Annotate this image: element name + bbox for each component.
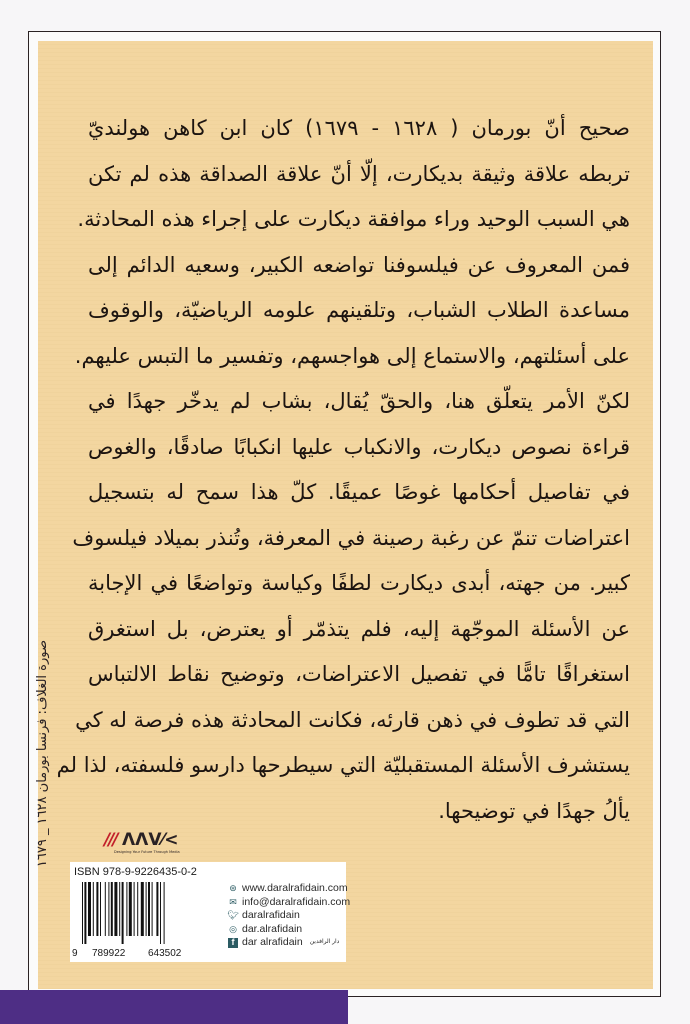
isbn-label: ISBN 978-9-9226435-0-2 bbox=[74, 866, 197, 878]
blurb-line: استغراقًا تامًّا في تفصيل الاعتراضات، وتوضيح نقاط الالتباس bbox=[88, 662, 630, 686]
barcode-digit-lead: 9 bbox=[72, 948, 78, 959]
blurb-line: يألُ جهدًا في توضيحها. bbox=[438, 798, 630, 823]
barcode-bar bbox=[141, 882, 144, 936]
blurb-line: قراءة نصوص ديكارت، والانكباب عليها انكبابًا صادقًا، والغوص bbox=[88, 434, 630, 459]
instagram-icon: ◎ bbox=[229, 923, 237, 934]
barcode-bar bbox=[134, 882, 135, 936]
barcode-bar bbox=[137, 882, 138, 936]
barcode-bar bbox=[156, 882, 158, 936]
barcode-bar bbox=[114, 882, 117, 936]
contact-facebook[interactable] bbox=[228, 936, 350, 950]
blurb-line: لكنّ الأمر يتعلّق هنا، والحقّ يُقال، بشاب لم يدخّر جهدًا في bbox=[88, 389, 630, 413]
blurb-line: تربطه علاقة وثيقة بديكارت، إلّا أنّ علاقة الصداقة هذه لم تكن bbox=[88, 161, 630, 186]
logo-mark-icon: ΛΛV⁄< bbox=[122, 830, 179, 850]
barcode-bar bbox=[152, 882, 153, 936]
barcode-bar bbox=[148, 882, 150, 936]
blurb-line: فمن المعروف عن فيلسوفنا تواضعه الكبير، وسعيه الدائم إلى bbox=[88, 252, 630, 277]
barcode-bar bbox=[119, 882, 120, 936]
blurb-line: عن الأسئلة الموجّهة إليه، فلم يتذمّر أو يعترض، بل استغرق bbox=[88, 616, 630, 641]
barcode-bar bbox=[84, 882, 86, 944]
barcode-bar bbox=[105, 882, 106, 936]
barcode-bar bbox=[122, 882, 124, 944]
isbn-box bbox=[70, 862, 351, 962]
globe-icon: ⊛ bbox=[229, 883, 237, 893]
contact-instagram[interactable] bbox=[228, 923, 350, 937]
facebook-icon: f bbox=[228, 938, 238, 948]
blurb-text bbox=[56, 106, 630, 834]
barcode-bar bbox=[82, 882, 83, 944]
contact-email[interactable] bbox=[228, 896, 350, 910]
barcode-bar bbox=[93, 882, 94, 936]
barcode-digits-right: 643502 bbox=[148, 948, 182, 959]
logo-slashes-icon: /// bbox=[104, 830, 117, 850]
mail-icon: ✉ bbox=[229, 896, 237, 907]
contact-text: info@daralrafidain.com bbox=[242, 895, 351, 908]
logo-tagline: Designing Your Future Through Media bbox=[114, 850, 180, 854]
contact-text: dar alrafidain bbox=[242, 936, 303, 948]
contact-text: daralrafidain bbox=[242, 909, 300, 921]
spine-accent-bar bbox=[0, 990, 348, 1024]
contact-text: www.daralrafidain.com bbox=[242, 882, 348, 894]
barcode-bar bbox=[160, 882, 161, 944]
barcode-bar bbox=[111, 882, 113, 936]
blurb-line: يستشرف الأسئلة المستقبليّة التي سيطرحها دارسو فلسفته، لذا لم bbox=[56, 753, 630, 777]
barcode-bar bbox=[164, 882, 165, 944]
blurb-line: على أسئلتهم، والاستماع إلى هواجسهم، وتفسير ما التبس عليهم. bbox=[74, 343, 630, 368]
contact-list bbox=[228, 882, 350, 950]
twitter-icon: 🐦︎ bbox=[227, 910, 239, 920]
blurb-line: التي قد تطوف في ذهن قارئه، فكانت المحادثة هذه فرصة له كي bbox=[75, 707, 630, 732]
barcode-digits-left: 789922 bbox=[92, 948, 126, 959]
blurb-line: اعتراضات تنمّ عن رغبة رصينة في المعرفة، وتُنذر بميلاد فيلسوف bbox=[72, 525, 630, 550]
blurb-line: هي السبب الوحيد وراء موافقة ديكارت على إجراء هذه المحادثة. bbox=[77, 207, 630, 231]
cover-image-caption: صورة الغلاف: فرنسا بورمان ١٦٢٨ _ ١٦٧٩ bbox=[35, 640, 50, 868]
barcode-bar bbox=[146, 882, 147, 936]
barcode-bar bbox=[100, 882, 101, 936]
contact-text: dar.alrafidain bbox=[242, 922, 303, 935]
blurb-line: كبير. من جهته، أبدى ديكارت لطفًا وكياسة وتواضعًا في الإجابة bbox=[88, 571, 630, 595]
publisher-arabic-name: دار الرافدين bbox=[309, 939, 340, 945]
barcode-bar bbox=[129, 882, 132, 936]
blurb-line: مساعدة الطلاب الشباب، وتلقينهم علومه الرياضيّة، والوقوف bbox=[88, 298, 630, 322]
contact-website[interactable] bbox=[228, 882, 350, 896]
barcode-bar bbox=[88, 882, 91, 936]
barcode-bar bbox=[96, 882, 98, 936]
barcode-bar bbox=[108, 882, 109, 936]
design-studio-logo bbox=[104, 830, 180, 858]
contact-twitter[interactable] bbox=[228, 909, 350, 923]
barcode bbox=[76, 882, 196, 944]
barcode-bar bbox=[126, 882, 127, 936]
blurb-line: صحيح أنّ بورمان ( ١٦٢٨ - ١٦٧٩) كان ابن كاهن هولنديّ bbox=[88, 116, 630, 140]
blurb-line: في تفاصيل أحكامها غوصًا عميقًا. كلّ هذا سمح له بتسجيل bbox=[88, 480, 630, 504]
